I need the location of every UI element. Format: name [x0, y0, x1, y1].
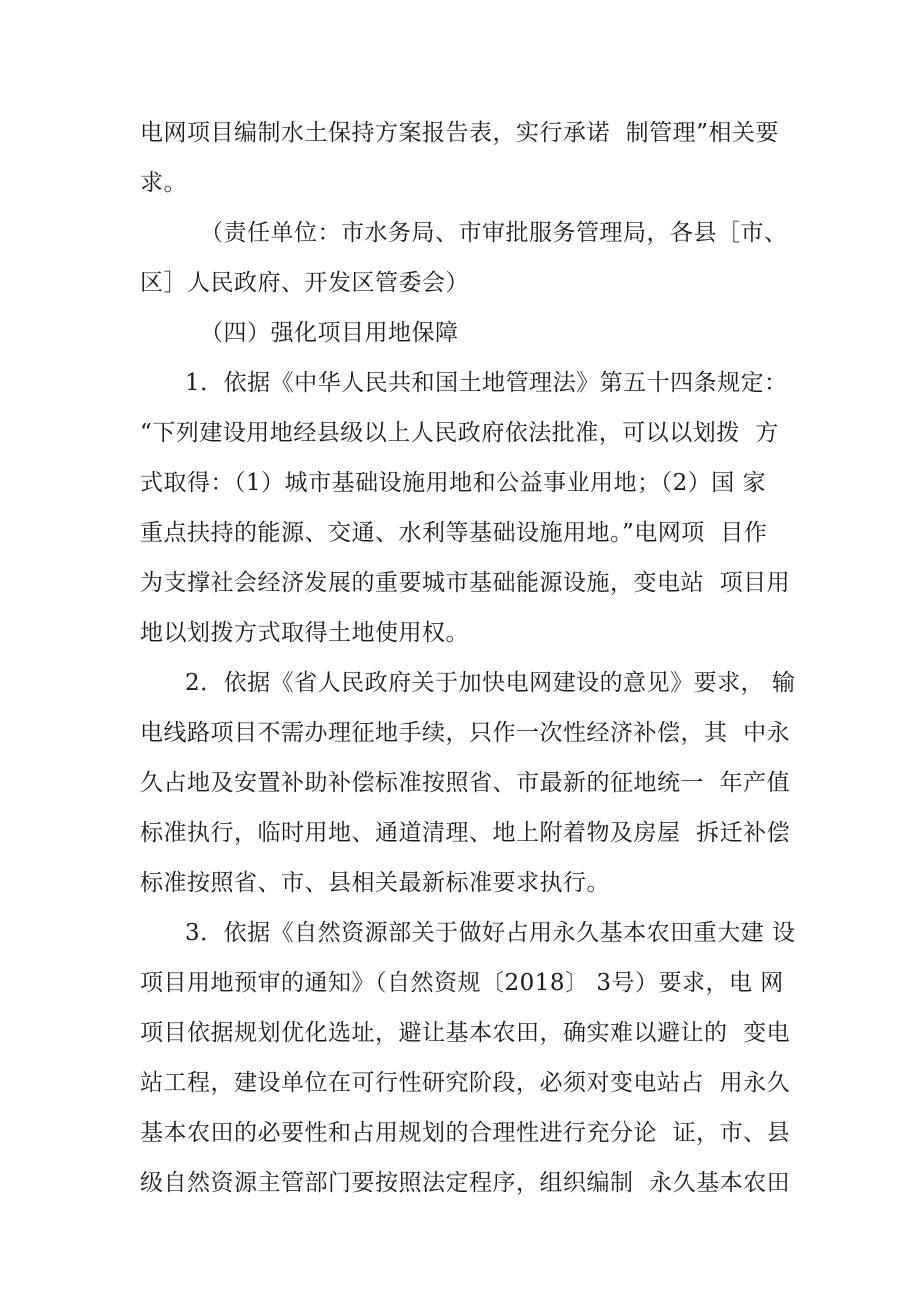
paragraph-line: 基本农田的必要性和占用规划的合理性进行充分论 证，市、县 [140, 1120, 791, 1146]
paragraph-line: 标准执行，临时用地、通道清理、地上附着物及房屋 拆迁补偿 [140, 820, 791, 846]
paragraph-line: 项目用地预审的通知》（自然资规〔2018〕 3号）要求，电 网 [140, 970, 784, 996]
paragraph-line: 1．依据《中华人民共和国土地管理法》第五十四条规定： [185, 370, 788, 396]
paragraph-line: 重点扶持的能源、交通、水利等基础设施用地。”电网项 目作 [140, 520, 768, 546]
paragraph-line: 式取得：（1）城市基础设施用地和公益事业用地；（2）国 家 [140, 470, 767, 496]
paragraph-line: 久占地及安置补助补偿标准按照省、市最新的征地统一 年产值 [140, 770, 791, 796]
paragraph-line: 电网项目编制水土保持方案报告表，实行承诺 制管理”相关要 [140, 120, 779, 146]
paragraph-line: 区］人民政府、开发区管委会） [140, 270, 469, 296]
paragraph-line: 标准按照省、市、县相关最新标准要求执行。 [140, 870, 610, 896]
paragraph-line: 地以划拨方式取得土地使用权。 [140, 620, 469, 646]
paragraph-line: （责任单位：市水务局、市审批服务管理局，各县［市、 [200, 220, 788, 246]
paragraph-line: 求。 [140, 170, 187, 196]
paragraph-line: 2．依据《省人民政府关于加快电网建设的意见》要求， 输 [185, 670, 796, 696]
paragraph-line: 3．依据《自然资源部关于做好占用永久基本农田重大建 设 [185, 920, 796, 946]
paragraph-line: 为支撑社会经济发展的重要城市基础能源设施，变电站 项目用 [140, 570, 791, 596]
paragraph-line: 级自然资源主管部门要按照法定程序，组织编制 永久基本农田 [140, 1170, 791, 1196]
paragraph-line: 站工程，建设单位在可行性研究阶段，必须对变电站占 用永久 [140, 1070, 791, 1096]
section-heading: （四）强化项目用地保障 [200, 320, 459, 346]
paragraph-line: 电线路项目不需办理征地手续，只作一次性经济补偿，其 中永 [140, 720, 791, 746]
paragraph-line: “下列建设用地经县级以上人民政府依法批准，可以以划拨 方 [140, 420, 779, 446]
paragraph-line: 项目依据规划优化选址，避让基本农田，确实难以避让的 变电 [140, 1020, 791, 1046]
